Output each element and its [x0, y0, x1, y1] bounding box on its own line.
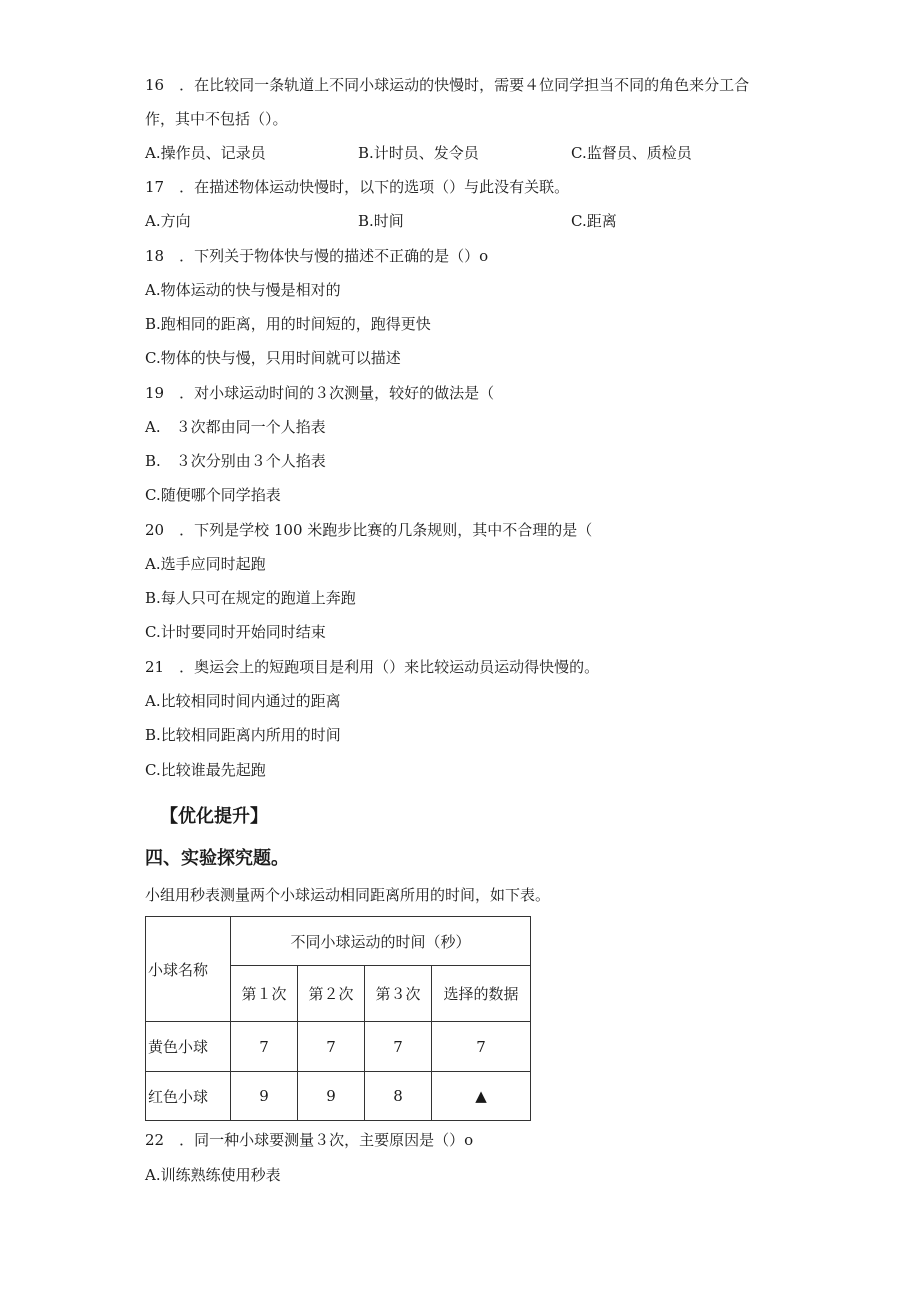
table-cell: 9 [298, 1072, 365, 1121]
q20-option-c: C.计时要同时开始同时结束 [145, 623, 326, 641]
question-16-text: 16 ．在比较同一条轨道上不同小球运动的快慢时，需要４位同学担当不同的角色来分工合 [145, 76, 750, 94]
table-cell: 7 [298, 1022, 365, 1072]
table-cell: 7 [365, 1022, 432, 1072]
question-21-text: 21 ．奥运会上的短跑项目是利用（）来比较运动员运动得快慢的。 [145, 658, 600, 676]
table-cell: 7 [432, 1022, 531, 1072]
table-header-selected: 选择的数据 [432, 966, 531, 1022]
q20-option-b: B.每人只可在规定的跑道上奔跑 [145, 589, 356, 607]
question-17-text: 17 ．在描述物体运动快慢时，以下的选项（）与此没有关联。 [145, 178, 570, 196]
q18-option-a: A.物体运动的快与慢是相对的 [145, 281, 341, 299]
row-name-red: 红色小球 [146, 1072, 231, 1121]
table-cell: 8 [365, 1072, 432, 1121]
q20-option-a: A.选手应同时起跑 [145, 555, 266, 573]
question-18-text: 18 ．下列关于物体快与慢的描述不正确的是（）o [145, 247, 489, 265]
table-row [146, 1022, 531, 1072]
part4-heading: 四、实验探究题。 [145, 848, 289, 869]
table-row [146, 1072, 531, 1121]
optimize-heading: 【优化提升】 [160, 806, 268, 827]
table-intro-text: 小组用秒表测量两个小球运动相同距离所用的时间，如下表。 [145, 886, 551, 904]
question-19-text: 19 ．对小球运动时间的３次测量，较好的做法是（ [145, 384, 495, 402]
row-name-yellow: 黄色小球 [146, 1022, 231, 1072]
question-22-text: 22 ．同一种小球要测量３次，主要原因是（）o [145, 1131, 474, 1149]
q19-option-b: B. ３次分别由３个人掐表 [145, 452, 326, 470]
q21-option-a: A.比较相同时间内通过的距离 [145, 692, 341, 710]
q17-option-c: C.距离 [571, 212, 617, 230]
table-cell: 7 [231, 1022, 298, 1072]
q19-option-c: C.随便哪个同学掐表 [145, 486, 281, 504]
q18-option-b: B.跑相同的距离，用的时间短的，跑得更快 [145, 315, 431, 333]
q18-option-c: C.物体的快与慢，只用时间就可以描述 [145, 349, 401, 367]
q17-option-b: B.时间 [358, 212, 404, 230]
q17-option-a: A.方向 [145, 212, 191, 230]
q16-option-a: A.操作员、记录员 [145, 144, 266, 162]
table-header-trial-1: 第１次 [231, 966, 298, 1022]
question-20-text: 20 ．下列是学校 100 米跑步比赛的几条规则，其中不合理的是（ [145, 521, 593, 539]
timing-table [145, 916, 531, 1121]
triangle-icon: ▲ [432, 1072, 531, 1121]
question-16-text-cont: 作，其中不包括（）。 [145, 110, 288, 128]
q16-option-c: C.监督员、质检员 [571, 144, 692, 162]
table-cell: 9 [231, 1072, 298, 1121]
table-header-trial-3: 第３次 [365, 966, 432, 1022]
table-header-trial-2: 第２次 [298, 966, 365, 1022]
q19-option-a: A. ３次都由同一个人掐表 [145, 418, 326, 436]
q21-option-c: C.比较谁最先起跑 [145, 761, 266, 779]
table-header-group: 不同小球运动的时间（秒） [231, 917, 531, 966]
q21-option-b: B.比较相同距离内所用的时间 [145, 726, 341, 744]
q22-option-a: A.训练熟练使用秒表 [145, 1166, 281, 1184]
q16-option-b: B.计时员、发令员 [358, 144, 479, 162]
table-header-ball-name: 小球名称 [146, 917, 231, 1022]
